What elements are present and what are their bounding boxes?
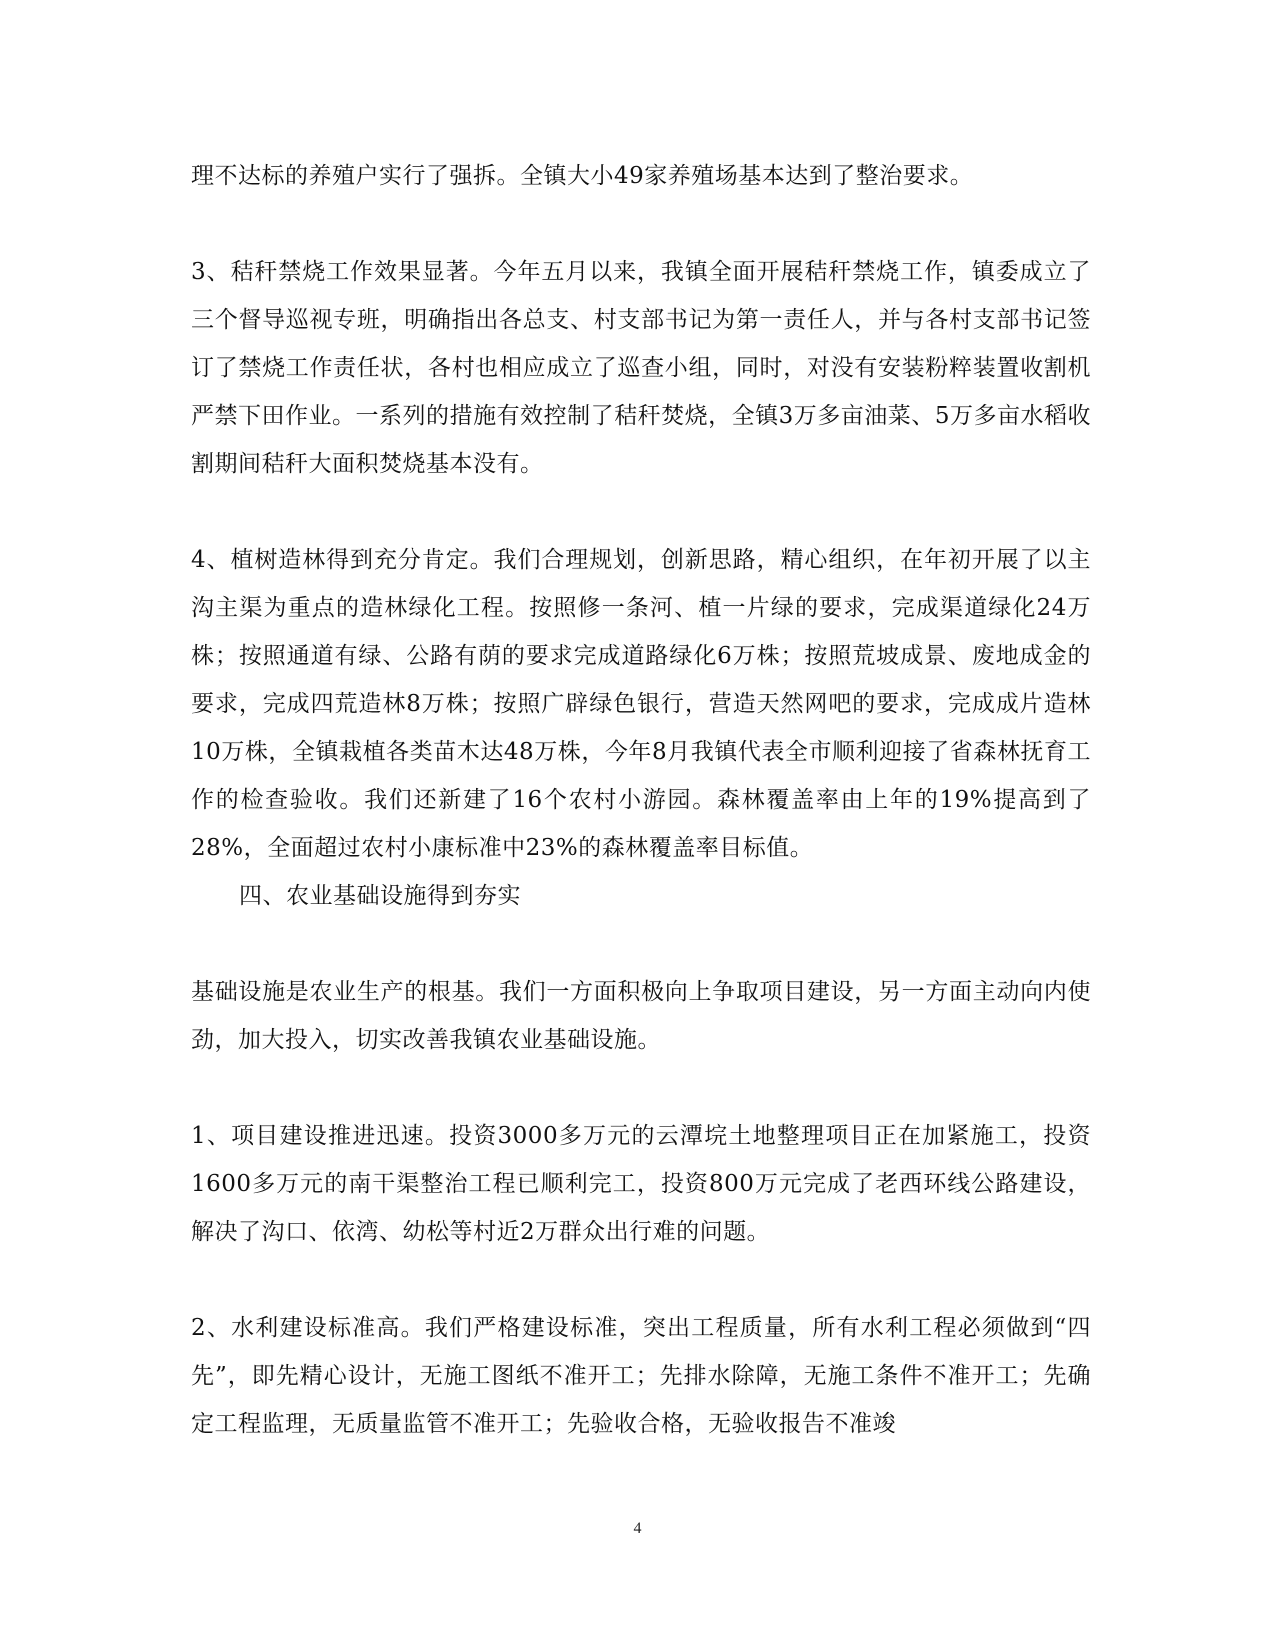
page-number: 4 (633, 1520, 642, 1537)
paragraph-infrastructure-intro: 基础设施是农业生产的根基。我们一方面积极向上争取项目建设，另一方面主动向内使劲，加大投入，切实改善我镇农业基础设施。 (191, 979, 1091, 1053)
paragraph-water-conservancy: 2、水利建设标准高。我们严格建设标准，突出工程质量，所有水利工程必须做到“四先”，即先精心设计，无施工图纸不准开工；先排水除障，无施工条件不准开工；先确定工程监理，无质量监管不准开工；先验收合格，无验收报告不准竣 (191, 1315, 1091, 1437)
paragraph-project-construction: 1、项目建设推进迅速。投资3000多万元的云潭垸土地整理项目正在加紧施工，投资1600多万元的南干渠整治工程已顺利完工，投资800万元完成了老西环线公路建设，解决了沟口、依湾、幼松等村近2万群众出行难的问题。 (191, 1123, 1091, 1245)
paragraph-livestock-rectification: 理不达标的养殖户实行了强拆。全镇大小49家养殖场基本达到了整治要求。 (191, 163, 974, 189)
paragraph-afforestation: 4、植树造林得到充分肯定。我们合理规划，创新思路，精心组织，在年初开展了以主沟主渠为重点的造林绿化工程。按照修一条河、植一片绿的要求，完成渠道绿化24万株；按照通道有绿、公路有荫的要求完成道路绿化6万株；按照荒坡成景、废地成金的要求，完成四荒造林8万株；按照广辟绿色银行，营造天然网吧的要求，完成成片造林10万株，全镇栽植各类苗木达48万株，今年8月我镇代表全市顺利迎接了省森林抚育工作的检查验收。我们还新建了16个农村小游园。森林覆盖率由上年的19%提高到了28%，全面超过农村小康标准中23%的森林覆盖率目标值。 (191, 547, 1091, 861)
paragraph-straw-burning-ban: 3、秸秆禁烧工作效果显著。今年五月以来，我镇全面开展秸秆禁烧工作，镇委成立了三个督导巡视专班，明确指出各总支、村支部书记为第一责任人，并与各村支部书记签订了禁烧工作责任状，各村也相应成立了巡查小组，同时，对没有安装粉粹装置收割机严禁下田作业。一系列的措施有效控制了秸秆焚烧，全镇3万多亩油菜、5万多亩水稻收割期间秸秆大面积焚烧基本没有。 (191, 259, 1091, 477)
document-body (191, 152, 1091, 1448)
section-heading: 四、农业基础设施得到夯实 (239, 883, 521, 909)
